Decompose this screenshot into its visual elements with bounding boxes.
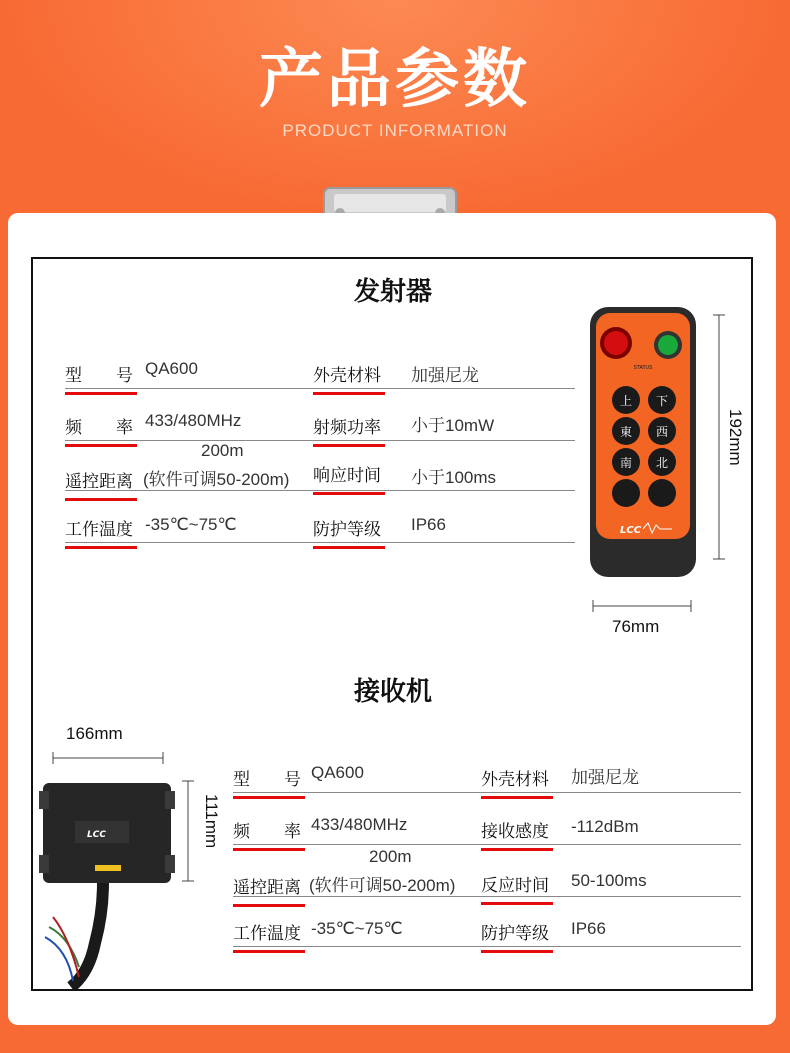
brand-logo: LCC bbox=[87, 830, 106, 840]
status-label: STATUS bbox=[633, 365, 653, 371]
remote-control-image bbox=[588, 305, 698, 579]
transmitter-height: 192mm bbox=[726, 409, 745, 466]
spec-value: -112dBm bbox=[571, 817, 639, 836]
spec-value: 433/480MHz bbox=[311, 815, 408, 834]
table-row bbox=[65, 407, 575, 441]
spec-value: 加强尼龙 bbox=[571, 768, 639, 787]
spec-value: IP66 bbox=[411, 515, 446, 534]
transmitter-width: 76mm bbox=[612, 617, 660, 636]
table-row bbox=[233, 759, 741, 793]
button-label: 北 bbox=[655, 456, 669, 470]
brand-logo: LCC bbox=[620, 525, 642, 536]
page-title: 产品参数 bbox=[259, 43, 531, 117]
spec-label: 射频功率 bbox=[313, 418, 381, 438]
spec-label: 接收感度 bbox=[481, 822, 549, 842]
spec-value: 小于100ms bbox=[411, 468, 497, 487]
dimension-line-horizontal bbox=[591, 599, 693, 613]
spec-label: 防护等级 bbox=[481, 924, 549, 944]
table-row bbox=[65, 355, 575, 389]
spec-label: 工作温度 bbox=[65, 520, 133, 540]
spec-label: 外壳材料 bbox=[313, 366, 381, 386]
table-row bbox=[233, 913, 741, 947]
spec-value: -35℃~75℃ bbox=[311, 919, 403, 938]
spec-value: QA600 bbox=[145, 359, 198, 378]
spec-label: 响应时间 bbox=[313, 466, 381, 486]
dimension-line-horizontal bbox=[51, 751, 165, 765]
spec-label: 型 号 bbox=[233, 770, 301, 790]
receiver-height: 111mm bbox=[202, 794, 221, 849]
table-row bbox=[233, 847, 741, 898]
button-label: 西 bbox=[655, 425, 669, 439]
spec-frame bbox=[31, 257, 753, 991]
spec-value: 200m bbox=[369, 847, 412, 866]
spec-label: 工作温度 bbox=[233, 924, 301, 944]
spec-label: 型 号 bbox=[65, 366, 133, 386]
button-label: 下 bbox=[655, 394, 669, 408]
spec-label: 反应时间 bbox=[481, 876, 549, 896]
spec-label: 遥控距离 bbox=[65, 472, 133, 492]
spec-label: 频 率 bbox=[65, 418, 133, 438]
button-label: 上 bbox=[619, 394, 633, 408]
page-subtitle: PRODUCT INFORMATION bbox=[282, 121, 508, 140]
button-label: 東 bbox=[619, 425, 633, 439]
spec-label: 频 率 bbox=[233, 822, 301, 842]
table-row bbox=[65, 509, 575, 543]
spec-value: 50-100ms bbox=[571, 871, 647, 890]
receiver-width: 166mm bbox=[66, 724, 123, 743]
spec-value: -35℃~75℃ bbox=[145, 515, 237, 534]
receiver-image bbox=[39, 777, 175, 989]
spec-value: IP66 bbox=[571, 919, 606, 938]
table-row bbox=[65, 441, 575, 492]
spec-value: 433/480MHz bbox=[145, 411, 242, 430]
spec-value: 200m bbox=[201, 441, 244, 460]
table-row bbox=[233, 811, 741, 845]
spec-value: (软件可调50-200m) bbox=[309, 876, 456, 895]
spec-value: (软件可调50-200m) bbox=[143, 470, 290, 489]
receiver-title: 接收机 bbox=[353, 677, 432, 707]
spec-value: 加强尼龙 bbox=[411, 366, 479, 385]
spec-value: QA600 bbox=[311, 763, 364, 782]
transmitter-title: 发射器 bbox=[353, 277, 432, 307]
spec-label: 防护等级 bbox=[313, 520, 381, 540]
spec-value: 小于10mW bbox=[411, 416, 495, 435]
dimension-line-vertical bbox=[181, 779, 195, 883]
spec-label: 遥控距离 bbox=[233, 878, 301, 898]
button-label: 南 bbox=[619, 456, 633, 470]
spec-label: 外壳材料 bbox=[481, 770, 549, 790]
